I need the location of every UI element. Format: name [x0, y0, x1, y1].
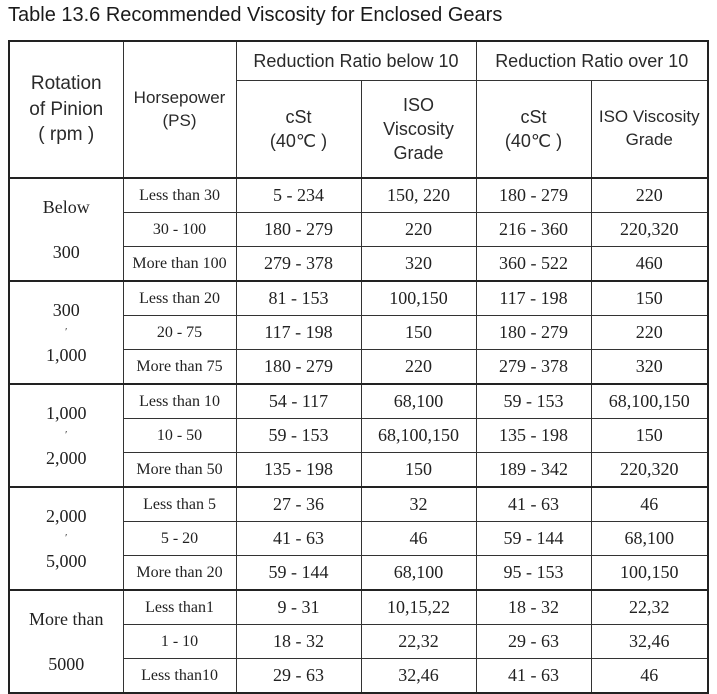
- cst-over-cell: 216 - 360: [476, 213, 591, 247]
- iso-over-cell: 150: [591, 281, 708, 316]
- rotation-cell: [9, 487, 123, 590]
- header-iso-below: [361, 81, 476, 179]
- rotation-from: Below: [42, 197, 90, 217]
- range-tick-mark: ′: [65, 429, 68, 441]
- header-cst-below-line2: (40℃ ): [269, 131, 328, 151]
- table-row: [9, 590, 708, 625]
- header-cst-below: [236, 81, 361, 179]
- cst-over-cell: 95 - 153: [476, 556, 591, 591]
- iso-below-cell: 100,150: [361, 281, 476, 316]
- iso-over-cell: 32,46: [591, 625, 708, 659]
- horsepower-cell: Less than 30: [123, 178, 236, 213]
- horsepower-cell: Less than 5: [123, 487, 236, 522]
- rotation-to: 1,000: [46, 344, 87, 365]
- horsepower-cell: Less than 20: [123, 281, 236, 316]
- horsepower-cell: More than 50: [123, 453, 236, 488]
- iso-below-cell: 10,15,22: [361, 590, 476, 625]
- iso-below-cell: 68,100: [361, 556, 476, 591]
- cst-below-cell: 81 - 153: [236, 281, 361, 316]
- iso-over-cell: 68,100: [591, 522, 708, 556]
- cst-below-cell: 279 - 378: [236, 247, 361, 282]
- iso-below-cell: 220: [361, 213, 476, 247]
- header-group-over10: Reduction Ratio over 10: [476, 41, 708, 81]
- cst-over-cell: 59 - 144: [476, 522, 591, 556]
- viscosity-table: [8, 40, 709, 694]
- iso-below-cell: 46: [361, 522, 476, 556]
- iso-below-cell: 32: [361, 487, 476, 522]
- iso-over-cell: 46: [591, 487, 708, 522]
- rotation-from: 2,000: [46, 506, 87, 526]
- header-cst-over-line2: (40℃ ): [504, 131, 563, 151]
- rotation-cell: [9, 384, 123, 487]
- horsepower-cell: More than 20: [123, 556, 236, 591]
- iso-below-cell: 68,100: [361, 384, 476, 419]
- horsepower-cell: Less than 10: [123, 384, 236, 419]
- cst-below-cell: 135 - 198: [236, 453, 361, 488]
- iso-below-cell: 32,46: [361, 659, 476, 694]
- iso-below-cell: 320: [361, 247, 476, 282]
- range-tick-mark: ′: [65, 532, 68, 544]
- iso-below-cell: 220: [361, 350, 476, 385]
- iso-over-cell: 100,150: [591, 556, 708, 591]
- horsepower-cell: Less than10: [123, 659, 236, 694]
- table-body: [9, 178, 708, 693]
- table-row: [9, 384, 708, 419]
- cst-below-cell: 180 - 279: [236, 350, 361, 385]
- cst-below-cell: 18 - 32: [236, 625, 361, 659]
- horsepower-cell: 20 - 75: [123, 316, 236, 350]
- horsepower-cell: Less than1: [123, 590, 236, 625]
- header-iso-over-line2: Grade: [625, 130, 673, 149]
- table-row: [9, 487, 708, 522]
- horsepower-cell: 1 - 10: [123, 625, 236, 659]
- rotation-cell: [9, 178, 123, 281]
- table-title: Table 13.6 Recommended Viscosity for Enclosed Gears: [8, 4, 503, 26]
- rotation-from: 300: [52, 300, 80, 320]
- header-cst-below-line1: cSt: [285, 106, 312, 127]
- header-group-below10: Reduction Ratio below 10: [236, 41, 476, 81]
- rotation-from: More than: [29, 609, 104, 629]
- iso-over-cell: 220,320: [591, 213, 708, 247]
- cst-over-cell: 189 - 342: [476, 453, 591, 488]
- horsepower-cell: More than 100: [123, 247, 236, 282]
- cst-over-cell: 117 - 198: [476, 281, 591, 316]
- header-horsepower-line2: (PS): [162, 110, 197, 130]
- header-rotation-line2: of Pinion: [29, 98, 104, 120]
- rotation-to: 300: [52, 241, 80, 262]
- range-spacer: [10, 225, 123, 235]
- rotation-cell: [9, 590, 123, 693]
- cst-below-cell: 9 - 31: [236, 590, 361, 625]
- table-row: [9, 281, 708, 316]
- cst-below-cell: 59 - 153: [236, 419, 361, 453]
- cst-below-cell: 41 - 63: [236, 522, 361, 556]
- header-horsepower-line1: Horsepower: [133, 87, 226, 107]
- horsepower-cell: More than 75: [123, 350, 236, 385]
- header-rotation-line1: Rotation: [30, 73, 102, 95]
- iso-over-cell: 68,100,150: [591, 384, 708, 419]
- cst-over-cell: 29 - 63: [476, 625, 591, 659]
- cst-over-cell: 135 - 198: [476, 419, 591, 453]
- iso-below-cell: 68,100,150: [361, 419, 476, 453]
- iso-over-cell: 150: [591, 419, 708, 453]
- iso-below-cell: 22,32: [361, 625, 476, 659]
- cst-below-cell: 54 - 117: [236, 384, 361, 419]
- header-horsepower: [123, 41, 236, 178]
- iso-over-cell: 460: [591, 247, 708, 282]
- cst-over-cell: 180 - 279: [476, 178, 591, 213]
- iso-below-cell: 150: [361, 453, 476, 488]
- iso-over-cell: 220,320: [591, 453, 708, 488]
- header-iso-over: [591, 81, 708, 179]
- header-iso-over-line1: ISO Viscosity: [598, 107, 700, 127]
- iso-over-cell: 46: [591, 659, 708, 694]
- iso-below-cell: 150: [361, 316, 476, 350]
- rotation-cell: [9, 281, 123, 384]
- rotation-to: 2,000: [46, 447, 87, 468]
- cst-below-cell: 59 - 144: [236, 556, 361, 591]
- header-iso-below-line1: ISO: [402, 94, 434, 115]
- horsepower-cell: 30 - 100: [123, 213, 236, 247]
- horsepower-cell: 5 - 20: [123, 522, 236, 556]
- range-tick-mark: ′: [65, 326, 68, 338]
- cst-below-cell: 27 - 36: [236, 487, 361, 522]
- cst-over-cell: 41 - 63: [476, 659, 591, 694]
- cst-below-cell: 5 - 234: [236, 178, 361, 213]
- cst-over-cell: 18 - 32: [476, 590, 591, 625]
- header-iso-below-line3: Grade: [393, 143, 444, 164]
- header-iso-below-line2: Viscosity: [383, 118, 454, 139]
- iso-over-cell: 22,32: [591, 590, 708, 625]
- cst-over-cell: 180 - 279: [476, 316, 591, 350]
- cst-over-cell: 59 - 153: [476, 384, 591, 419]
- range-spacer: [10, 637, 123, 647]
- iso-over-cell: 220: [591, 178, 708, 213]
- horsepower-cell: 10 - 50: [123, 419, 236, 453]
- cst-below-cell: 180 - 279: [236, 213, 361, 247]
- cst-over-cell: 279 - 378: [476, 350, 591, 385]
- iso-over-cell: 220: [591, 316, 708, 350]
- header-cst-over: [476, 81, 591, 179]
- cst-below-cell: 29 - 63: [236, 659, 361, 694]
- header-rotation: [9, 41, 123, 178]
- cst-over-cell: 41 - 63: [476, 487, 591, 522]
- rotation-from: 1,000: [46, 403, 87, 423]
- header-rotation-line3: ( rpm ): [38, 124, 95, 146]
- iso-over-cell: 320: [591, 350, 708, 385]
- table-row: [9, 178, 708, 213]
- iso-below-cell: 150, 220: [361, 178, 476, 213]
- cst-over-cell: 360 - 522: [476, 247, 591, 282]
- cst-below-cell: 117 - 198: [236, 316, 361, 350]
- header-cst-over-line1: cSt: [520, 106, 547, 127]
- rotation-to: 5000: [48, 653, 85, 674]
- rotation-to: 5,000: [46, 550, 87, 571]
